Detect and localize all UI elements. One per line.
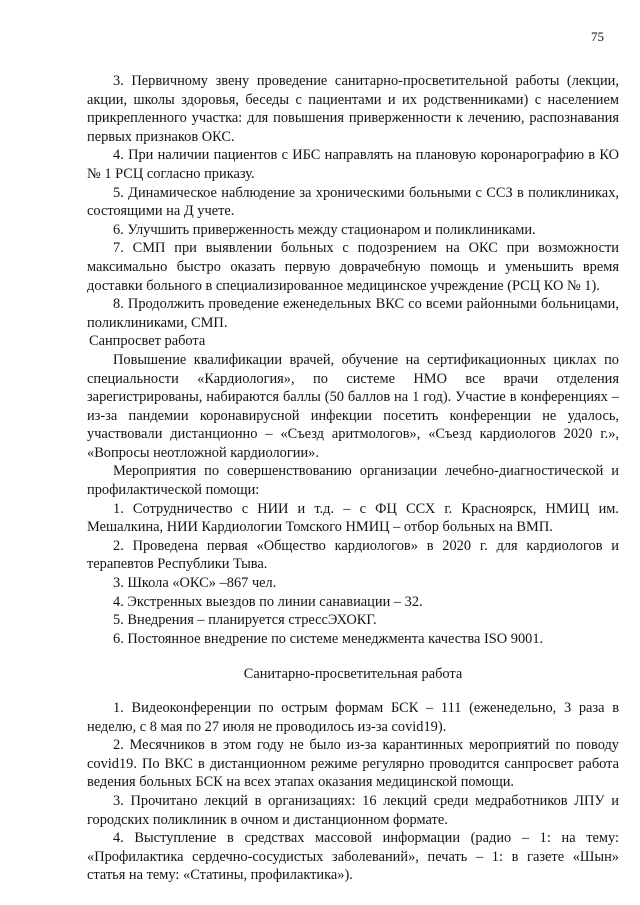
recommendation-item: 8. Продолжить проведение еженедельных ВКС со всеми районными больницами, поликлиниками, СМП. bbox=[87, 296, 619, 331]
measure-item: 2. Проведена первая «Общество кардиологов» в 2020 г. для кардиологов и терапевтов Республики Тыва. bbox=[87, 537, 619, 573]
recommendation-item: 7. СМП при выявлении больных с подозрением на ОКС при возможности максимально быстро оказать первую доврачебную помощь и уменьшить время доставки больного в специализированное медицинское учреждение (РСЦ КО № 1). bbox=[87, 240, 619, 294]
measure-item: 1. Сотрудничество с НИИ и т.д. – с ФЦ ССХ г. Красноярск, НМИЦ им. Мешалкина, НИИ Кардиологии Томского НМИЦ – отбор больных на ВМП. bbox=[87, 500, 619, 536]
spacer bbox=[87, 648, 619, 665]
measure-item: 3. Школа «ОКС» –867 чел. bbox=[113, 575, 277, 592]
recommendation-item: 6. Улучшить приверженность между стационаром и поликлиниками. bbox=[113, 221, 536, 238]
qualification-paragraph: Повышение квалификации врачей, обучение на сертификационных циклах по специальности «Кардиология», по системе НМО все врачи отделения зарегистрированы, набираются баллы (50 баллов на 1 год). Участие в конференциях – из-за пандемии коронавирусной инфекции посетить конференции не удалось, участвовали дистанционно – «Съезд аритмологов», «Съезд кардиологов 2020 г.», «Вопросы неотложной кардиологии». bbox=[87, 351, 619, 461]
measure-item: 5. Внедрения – планируется стрессЭХОКГ. bbox=[113, 612, 377, 629]
recommendation-item: 5. Динамическое наблюдение за хроническими больными с ССЗ в поликлиниках, состоящими на Д учете. bbox=[87, 184, 619, 220]
page-content bbox=[87, 72, 619, 885]
page-number: 75 bbox=[591, 29, 604, 44]
sanitary-item: 4. Выступление в средствах массовой информации (радио – 1: на тему: «Профилактика сердечно-сосудистых заболеваний», печать – 1: в газете «Шын» статья на тему: «Статины, профилактика»). bbox=[87, 830, 619, 884]
recommendation-item: 3. Первичному звену проведение санитарно-просветительной работы (лекции, акции, школы здоровья, беседы с пациентами и их родственниками) с населением прикрепленного участка: для повышения приверженности к лечению, распознавания первых признаков ОКС. bbox=[87, 73, 619, 145]
sanprosvet-label: Санпросвет работа bbox=[89, 333, 206, 350]
section-heading: Санитарно-просветительная работа bbox=[243, 666, 463, 683]
sanitary-item: 3. Прочитано лекций в организациях: 16 лекций среди медработников ЛПУ и городских поликлиник в очном и дистанционном формате. bbox=[87, 792, 619, 828]
sanitary-item: 2. Месячников в этом году не было из-за карантинных мероприятий по поводу covid19. По ВКС в дистанционном режиме регулярно проводится санпросвет работа ведения больных БСК на всех этапах оказания медицинской помощи. bbox=[87, 737, 619, 791]
measure-item: 4. Экстренных выездов по линии санавиации – 32. bbox=[113, 593, 423, 610]
measure-item: 6. Постоянное внедрение по системе менеджмента качества ISO 9001. bbox=[113, 630, 544, 647]
recommendation-item: 4. При наличии пациентов с ИБС направлять на плановую коронарографию в КО № 1 РСЦ согласно приказу. bbox=[87, 147, 619, 182]
spacer bbox=[87, 684, 619, 699]
sanitary-item: 1. Видеоконференции по острым формам БСК – 111 (еженедельно, 3 раза в неделю, с 8 мая по 27 июля не проводилось из-за covid19). bbox=[87, 700, 619, 735]
measures-intro: Мероприятия по совершенствованию организации лечебно-диагностической и профилактической помощи: bbox=[87, 463, 619, 499]
